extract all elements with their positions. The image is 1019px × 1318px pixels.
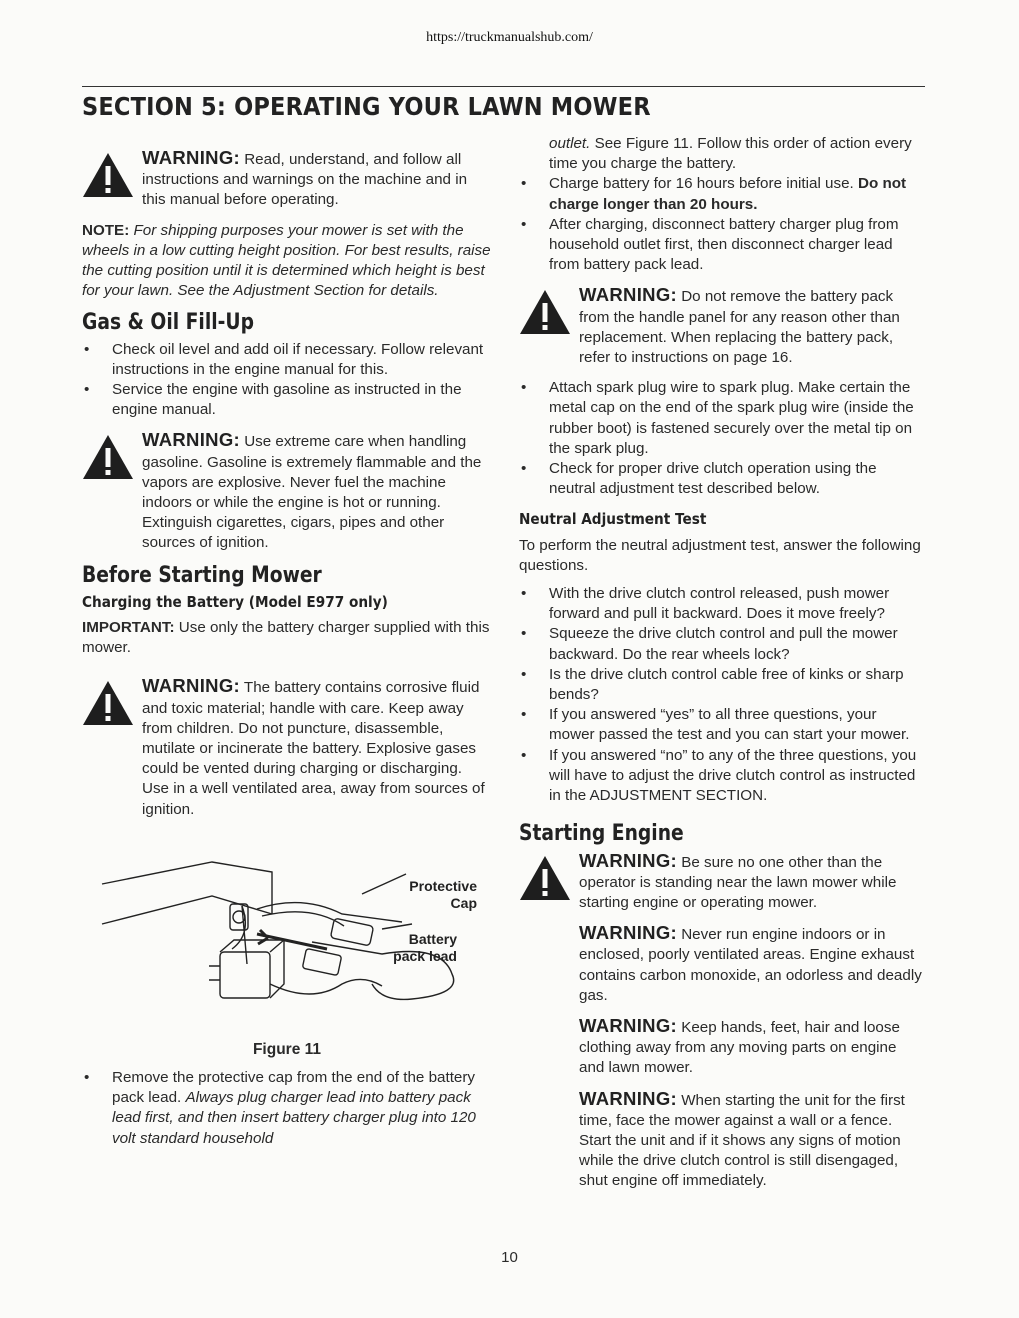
important-paragraph bbox=[82, 618, 492, 658]
note-paragraph bbox=[82, 221, 492, 302]
warning-label: WARNING: bbox=[579, 284, 677, 306]
section-title: SECTION 5: OPERATING YOUR LAWN MOWER bbox=[82, 92, 651, 121]
warning-block bbox=[519, 851, 925, 914]
list-item: • Attach spark plug wire to spark plug. Make certain the metal cap on the end of the spark plug wire (inside the rubber boot) is fastened securely over the metal tip on the spark plug. bbox=[519, 378, 925, 459]
warning-block bbox=[82, 676, 492, 819]
right-column bbox=[519, 134, 925, 1202]
warning-text: Be sure no one other than the operator is standing near the lawn mower while starting engine or operating mower. bbox=[579, 853, 897, 911]
warning-label: WARNING: bbox=[579, 849, 677, 871]
warning-text: Use extreme care when handling gasoline. Gasoline is extremely flammable and the vapors are explosive. Never fuel the machine indoors or while the engine is hot or running. Extinguish cigarettes, cigars, pipes and other sources of ignition. bbox=[142, 433, 482, 552]
list-item-bold-text: Do not charge longer than 20 hours. bbox=[549, 175, 907, 213]
warning-label: WARNING: bbox=[142, 147, 240, 168]
warning-block bbox=[519, 285, 925, 368]
warning-text: Keep hands, feet, hair and loose clothing away from any moving parts on engine and lawn mower. bbox=[579, 1018, 900, 1077]
warning-label: WARNING: bbox=[579, 1014, 677, 1036]
before-starting-heading: Before Starting Mower bbox=[82, 562, 322, 588]
list-item bbox=[519, 174, 925, 214]
list-item bbox=[82, 1068, 492, 1149]
warning-text: Do not remove the battery pack from the handle panel for any reason other than replacement. When replacing the battery pack, refer to instructions on page 16. bbox=[579, 288, 900, 367]
warning-triangle-icon bbox=[82, 152, 134, 198]
warning-label: WARNING: bbox=[142, 675, 240, 697]
warning-block bbox=[519, 1089, 925, 1192]
figure-11 bbox=[82, 834, 492, 1064]
warning-label: WARNING: bbox=[142, 429, 240, 451]
important-label: IMPORTANT: bbox=[82, 619, 175, 637]
list-item: • Is the drive clutch control cable free of kinks or sharp bends? bbox=[519, 665, 925, 705]
warning-triangle-icon bbox=[82, 434, 134, 480]
important-text: Use only the battery charger supplied with this mower. bbox=[82, 619, 490, 657]
list-item: • If you answered “no” to any of the three questions, you will have to adjust the drive clutch control as instructed in the ADJUSTMENT SECTION. bbox=[519, 746, 925, 807]
warning-label: WARNING: bbox=[579, 922, 677, 944]
protective-cap-label: Protective Cap bbox=[409, 877, 477, 911]
warning-text: When starting the unit for the first time, face the mower against a wall or a fence. Start the unit and if it shows any signs of motion while the drive clutch control is still disengaged, shut engine off immediately. bbox=[579, 1091, 905, 1190]
list-item: • Squeeze the drive clutch control and pull the mower backward. Do the rear wheels lock? bbox=[519, 624, 925, 664]
neutral-test-heading: Neutral Adjustment Test bbox=[519, 510, 707, 529]
warning-block bbox=[82, 430, 492, 553]
battery-pack-lead-label: Battery pack lead bbox=[393, 930, 457, 964]
neutral-intro: To perform the neutral adjustment test, answer the following questions. bbox=[519, 536, 921, 574]
continued-text: See Figure 11. Follow this order of action every time you charge the battery. bbox=[549, 135, 912, 173]
gas-oil-list bbox=[82, 340, 492, 421]
source-url[interactable]: https://truckmanualshub.com/ bbox=[426, 30, 593, 45]
warning-text: Never run engine indoors or in enclosed, poorly ventilated areas. Engine exhaust contains carbon monoxide, an odorless and deadly gas. bbox=[579, 926, 922, 1004]
list-item: • If you answered “yes” to all three questions, your mower passed the test and you can start your mower. bbox=[519, 705, 925, 745]
list-item: • With the drive clutch control released, push mower forward and pull it backward. Does it move freely? bbox=[519, 584, 925, 624]
figure-caption: Figure 11 bbox=[252, 1040, 322, 1058]
list-item: • Check for proper drive clutch operation using the neutral adjustment test described below. bbox=[519, 459, 925, 499]
page-number: 10 bbox=[501, 1249, 518, 1266]
charging-heading: Charging the Battery (Model E977 only) bbox=[82, 592, 388, 611]
remove-cap-list bbox=[82, 1068, 492, 1149]
continued-paragraph bbox=[519, 134, 925, 174]
warning-block bbox=[519, 1016, 925, 1079]
warning-triangle-icon bbox=[519, 855, 571, 901]
continued-italic: outlet. bbox=[549, 135, 591, 152]
starting-engine-heading: Starting Engine bbox=[519, 821, 684, 847]
warning-label: WARNING: bbox=[579, 1087, 677, 1109]
list-item-text: Charge battery for 16 hours before initial use. bbox=[549, 175, 858, 193]
list-item-text: Remove the protective cap from the end of the battery pack lead. bbox=[112, 1068, 476, 1107]
header-rule bbox=[82, 86, 925, 87]
warning-triangle-icon bbox=[82, 680, 134, 726]
list-item-italic-text: Always plug charger lead into battery pack lead first, and then insert battery charger plug into 120 volt standard household bbox=[112, 1089, 476, 1147]
gas-oil-heading: Gas & Oil Fill-Up bbox=[82, 310, 254, 336]
spark-plug-list bbox=[519, 378, 925, 499]
list-item-text: After charging, disconnect battery charger plug from household outlet first, then disconnect charger lead from battery pack lead. bbox=[549, 215, 899, 274]
charge-list bbox=[519, 174, 925, 275]
left-column bbox=[82, 148, 492, 1159]
note-label: NOTE: bbox=[82, 221, 130, 239]
warning-block bbox=[519, 923, 925, 1006]
warning-triangle-icon bbox=[519, 289, 571, 335]
list-item: • Service the engine with gasoline as instructed in the engine manual. bbox=[82, 380, 492, 420]
note-text: For shipping purposes your mower is set with the wheels in a low cutting height position. For best results, raise the cutting position until it is determined which height is best for your lawn. See the Adjustment Section for details. bbox=[82, 221, 491, 300]
warning-text: Read, understand, and follow all instructions and warnings on the machine and in this manual before operating. bbox=[142, 151, 468, 209]
neutral-test-list bbox=[519, 584, 925, 806]
warning-text: The battery contains corrosive fluid and toxic material; handle with care. Keep away from children. Do not puncture, disassemble, mutilate or incinerate the battery. Explosive gases could be vented during charging or discharging. Use in a well ventilated area, away from sources of ignition. bbox=[142, 679, 485, 818]
warning-block bbox=[82, 148, 492, 211]
list-item bbox=[519, 215, 925, 276]
list-item: • Check oil level and add oil if necessary. Follow relevant instructions in the engine manual for this. bbox=[82, 340, 492, 380]
